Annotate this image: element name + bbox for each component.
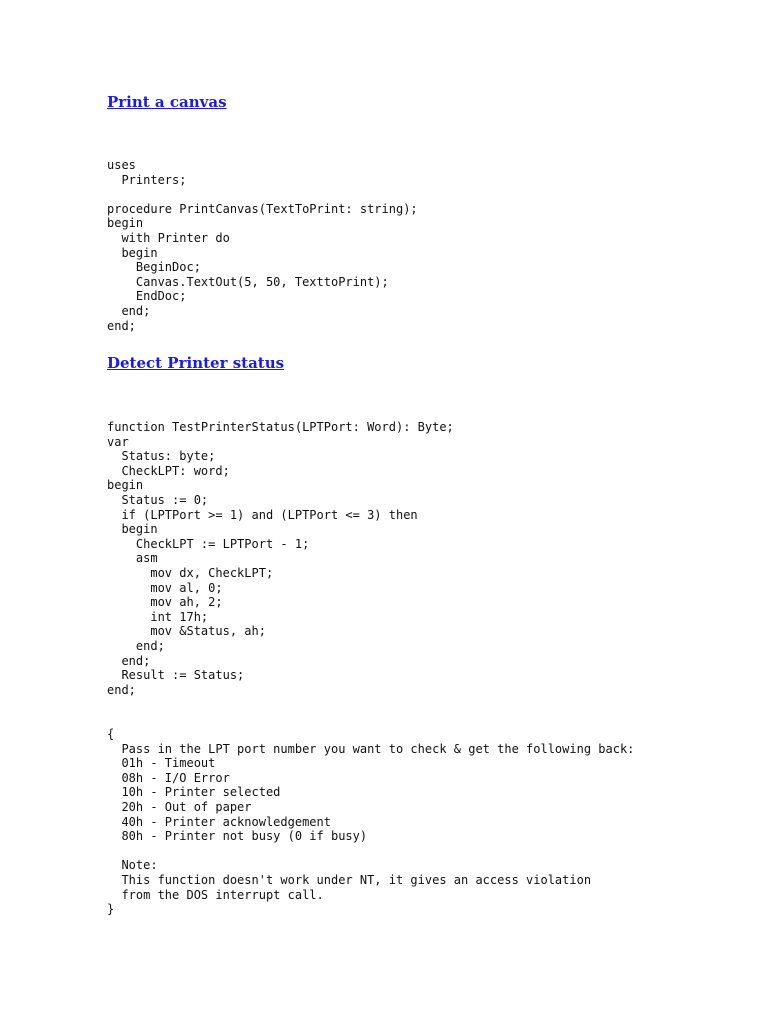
code-line: 40h - Printer acknowledgement <box>107 814 331 829</box>
code-line <box>107 187 418 202</box>
code-line: 08h - I/O Error <box>107 770 230 785</box>
code-line: end; <box>107 303 151 318</box>
heading-print-a-canvas[interactable]: Print a canvas <box>107 93 227 111</box>
code-line <box>107 844 634 859</box>
code-line: procedure PrintCanvas(TextToPrint: string); <box>107 201 418 216</box>
code-line: CheckLPT: word; <box>107 463 230 478</box>
code-block-print-canvas <box>107 158 418 333</box>
code-line: 20h - Out of paper <box>107 799 252 814</box>
code-line: begin <box>107 245 158 260</box>
code-line: { <box>107 727 115 741</box>
code-line: This function doesn't work under NT, it gives an access violation <box>107 872 592 887</box>
code-line: } <box>107 902 115 917</box>
code-line: uses <box>107 158 136 172</box>
code-comment-block <box>107 727 634 917</box>
code-line: if (LPTPort >= 1) and (LPTPort <= 3) then <box>107 507 418 522</box>
code-line: end; <box>107 638 165 653</box>
code-line: begin <box>107 522 158 537</box>
code-line: Status: byte; <box>107 449 216 464</box>
code-line: 01h - Timeout <box>107 756 216 771</box>
code-line: end; <box>107 653 151 668</box>
code-line: function TestPrinterStatus(LPTPort: Word): Byte; <box>107 420 454 434</box>
code-line: var <box>107 434 129 449</box>
code-line: with Printer do <box>107 230 230 245</box>
code-line: mov &Status, ah; <box>107 624 266 639</box>
code-line: end; <box>107 318 136 333</box>
code-line: begin <box>107 478 144 493</box>
code-line: Status := 0; <box>107 492 209 507</box>
code-line: EndDoc; <box>107 289 187 304</box>
code-line: CheckLPT := LPTPort - 1; <box>107 536 310 551</box>
code-line: 10h - Printer selected <box>107 785 281 800</box>
code-block-test-printer-status <box>107 420 454 697</box>
code-line: Pass in the LPT port number you want to check & get the following back: <box>107 741 635 756</box>
code-line: asm <box>107 551 158 566</box>
code-line: BeginDoc; <box>107 260 201 275</box>
code-line: from the DOS interrupt call. <box>107 887 324 902</box>
code-line: Printers; <box>107 172 187 187</box>
code-line: Note: <box>107 858 158 873</box>
heading-detect-printer-status[interactable]: Detect Printer status <box>107 354 285 372</box>
code-line: mov al, 0; <box>107 580 223 595</box>
code-line: begin <box>107 216 144 231</box>
code-line: mov dx, CheckLPT; <box>107 565 274 580</box>
code-line: Result := Status; <box>107 668 245 683</box>
code-line: mov ah, 2; <box>107 595 223 610</box>
code-line: end; <box>107 682 136 697</box>
code-line: Canvas.TextOut(5, 50, TexttoPrint); <box>107 274 389 289</box>
code-line: int 17h; <box>107 609 209 624</box>
code-line: 80h - Printer not busy (0 if busy) <box>107 829 368 844</box>
